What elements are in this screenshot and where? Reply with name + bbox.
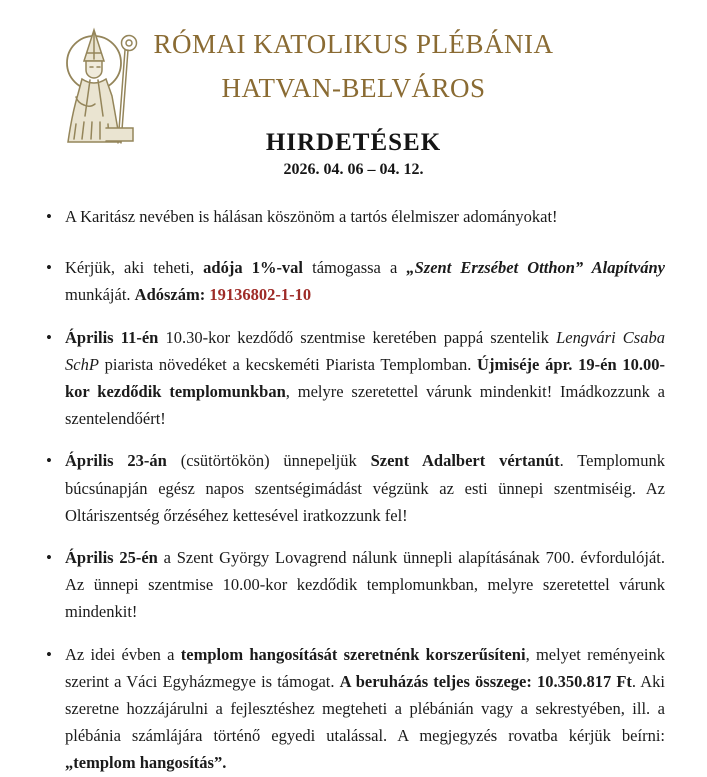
- announcement-item: [45, 203, 665, 230]
- parish-logo: [54, 16, 146, 160]
- announcement-item: [45, 254, 665, 308]
- announcement-item: [45, 544, 665, 626]
- date-range: 2026. 04. 06 – 04. 12.: [283, 161, 424, 178]
- text-run: , melyre szeretettel várunk mindenkit! Imádkozzunk a szentelendőért!: [65, 382, 665, 429]
- announcement-item: [45, 324, 665, 433]
- text-run: , melyet reményeink szerint a Váci Egyházmegye is támogat.: [65, 644, 665, 691]
- text-run: Április 11-én: [65, 327, 159, 347]
- announcement-item: [45, 641, 665, 777]
- text-run: munkáját.: [65, 285, 135, 305]
- text-run: támogassa a: [303, 258, 407, 278]
- text-run: . Templomunk búcsúnapján egész napos szentségimádást végzünk az esti ünnepi szentmiséig. Az Oltáriszentség őrzéséhez kettesével iratkozzunk fel!: [65, 451, 665, 525]
- text-run: Kérjük, aki teheti,: [65, 258, 204, 278]
- text-run: A beruházás teljes összege: 10.350.817 Ft: [339, 671, 632, 691]
- text-run: Lengvári Csaba SchP: [65, 327, 665, 374]
- text-run: . Aki szeretne hozzájárulni a fejlesztéshez megteheti a plébánián vagy a sekrestyében, ill. a plébánia számlájára történő egyedi utalással. A megjegyzés rovatba kérjük beírni:: [65, 671, 666, 746]
- text-run: adója 1%-val: [203, 258, 304, 278]
- text-run: templom hangosítását szeretnénk korszerűsíteni: [180, 644, 526, 664]
- text-run: a Szent György Lovagrend nálunk ünnepli alapításának 700. évfordulóját. Az ünnepi szentmise 10.00-kor kezdődik templomunkban, melyre szeretettel várunk mindenkit!: [65, 548, 665, 622]
- org-name-line2: HATVAN-BELVÁROS: [221, 73, 486, 103]
- text-run: Április 23-án: [65, 451, 167, 471]
- page-title: HIRDETÉSEK: [265, 129, 442, 156]
- bishop-icon: [54, 16, 146, 160]
- text-run: Újmiséje ápr. 19-én 10.00-kor kezdődik templomunkban: [65, 354, 665, 402]
- text-run: Az idei évben a: [65, 644, 181, 664]
- announcement-list: [45, 203, 665, 777]
- text-run: 10.30-kor kezdődő szentmise keretében pappá szentelik: [158, 327, 557, 347]
- text-run: Április 25-én: [65, 548, 158, 568]
- text-run: „Szent Erzsébet Otthon” Alapítvány: [406, 258, 665, 278]
- text-run: Adószám:: [134, 285, 210, 305]
- text-run: Szent Adalbert vértanút: [370, 451, 560, 471]
- text-run: piarista növedéket a kecskeméti Piarista Templomban.: [98, 354, 478, 374]
- text-run: (csütörtökön) ünnepeljük: [166, 451, 371, 471]
- text-run: 19136802-1-10: [209, 285, 312, 305]
- text-run: „templom hangosítás”.: [65, 753, 227, 773]
- org-name-line1: RÓMAI KATOLIKUS PLÉBÁNIA: [153, 29, 554, 59]
- announcement-item: [45, 447, 665, 529]
- text-run: A Karitász nevében is hálásan köszönöm a tartós élelmiszer adományokat!: [65, 207, 558, 226]
